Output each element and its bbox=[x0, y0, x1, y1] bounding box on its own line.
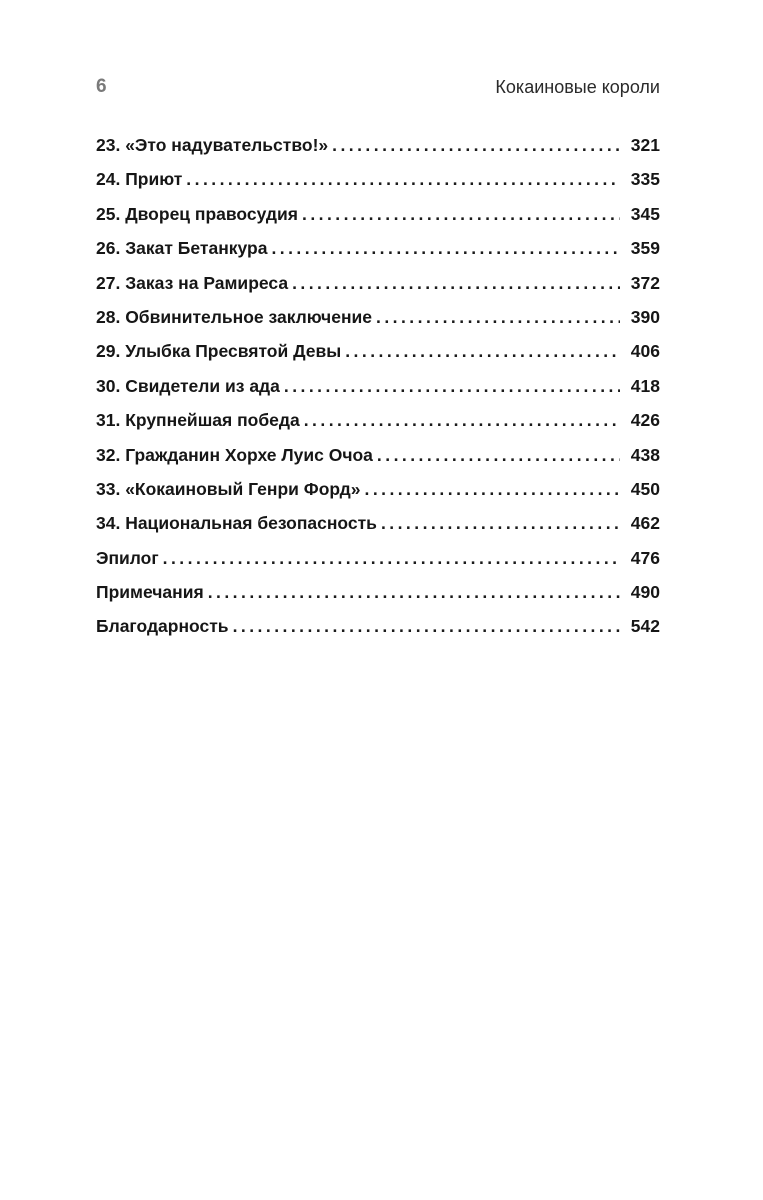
dot-leader bbox=[302, 204, 620, 225]
toc-entry-title: 30. Свидетели из ада bbox=[96, 375, 280, 396]
dot-leader bbox=[163, 548, 620, 569]
dot-leader bbox=[208, 582, 620, 603]
toc-entry-page: 450 bbox=[630, 478, 660, 499]
toc-entry-title: 24. Приют bbox=[96, 169, 183, 190]
dot-leader bbox=[381, 513, 620, 534]
toc-entry-page: 476 bbox=[630, 547, 660, 568]
toc-entry[interactable] bbox=[96, 341, 660, 375]
toc-entry[interactable] bbox=[96, 616, 660, 650]
toc-entry-title: 31. Крупнейшая победа bbox=[96, 410, 300, 431]
toc-entry[interactable] bbox=[96, 273, 660, 307]
toc-entry[interactable] bbox=[96, 445, 660, 479]
toc-entry[interactable] bbox=[96, 410, 660, 444]
page-number: 6 bbox=[96, 76, 107, 97]
toc-entry-title: 26. Закат Бетанкура bbox=[96, 238, 268, 259]
toc-entry-title: 27. Заказ на Рамиреса bbox=[96, 272, 289, 293]
dot-leader bbox=[233, 616, 620, 637]
toc-entry-page: 426 bbox=[630, 410, 660, 431]
dot-leader bbox=[332, 135, 620, 156]
toc-entry-page: 418 bbox=[630, 375, 660, 396]
toc-entry[interactable] bbox=[96, 513, 660, 547]
toc-entry-title: 29. Улыбка Пресвятой Девы bbox=[96, 341, 342, 362]
toc-entry-title: 34. Национальная безопасность bbox=[96, 513, 377, 534]
dot-leader bbox=[271, 238, 620, 259]
table-of-contents bbox=[96, 135, 660, 651]
toc-entry-title: 23. «Это надувательство!» bbox=[96, 135, 329, 155]
dot-leader bbox=[377, 445, 620, 466]
toc-entry-page: 390 bbox=[630, 306, 660, 327]
toc-entry[interactable] bbox=[96, 307, 660, 341]
toc-entry[interactable] bbox=[96, 204, 660, 238]
toc-entry-title: Примечания bbox=[96, 582, 204, 603]
toc-entry-page: 372 bbox=[630, 272, 660, 293]
toc-entry-title: Эпилог bbox=[96, 547, 159, 568]
toc-entry[interactable] bbox=[96, 169, 660, 203]
dot-leader bbox=[292, 273, 620, 294]
dot-leader bbox=[186, 169, 620, 190]
toc-entry[interactable] bbox=[96, 135, 660, 169]
toc-entry[interactable] bbox=[96, 479, 660, 513]
toc-entry-page: 542 bbox=[630, 616, 660, 637]
toc-entry-page: 438 bbox=[630, 444, 660, 465]
toc-entry-title: 28. Обвинительное заключение bbox=[96, 306, 373, 327]
toc-entry-page: 345 bbox=[630, 203, 660, 224]
dot-leader bbox=[376, 307, 620, 328]
toc-entry-title: 32. Гражданин Хорхе Луис Очоа bbox=[96, 444, 373, 465]
running-head bbox=[96, 74, 660, 100]
toc-entry[interactable] bbox=[96, 582, 660, 616]
toc-entry-page: 321 bbox=[630, 135, 660, 155]
toc-entry-page: 490 bbox=[630, 582, 660, 603]
toc-entry-page: 462 bbox=[630, 513, 660, 534]
toc-entry-page: 406 bbox=[630, 341, 660, 362]
dot-leader bbox=[365, 479, 621, 500]
toc-entry[interactable] bbox=[96, 376, 660, 410]
toc-entry[interactable] bbox=[96, 238, 660, 272]
dot-leader bbox=[284, 376, 620, 397]
dot-leader bbox=[345, 341, 620, 362]
toc-entry-page: 335 bbox=[630, 169, 660, 190]
toc-entry-title: 25. Дворец правосудия bbox=[96, 203, 299, 224]
dot-leader bbox=[304, 410, 620, 431]
toc-entry-title: 33. «Кокаиновый Генри Форд» bbox=[96, 478, 361, 499]
toc-entry-title: Благодарность bbox=[96, 616, 229, 637]
toc-entry[interactable] bbox=[96, 548, 660, 582]
book-title: Кокаиновые короли bbox=[495, 76, 660, 97]
toc-entry-page: 359 bbox=[630, 238, 660, 259]
